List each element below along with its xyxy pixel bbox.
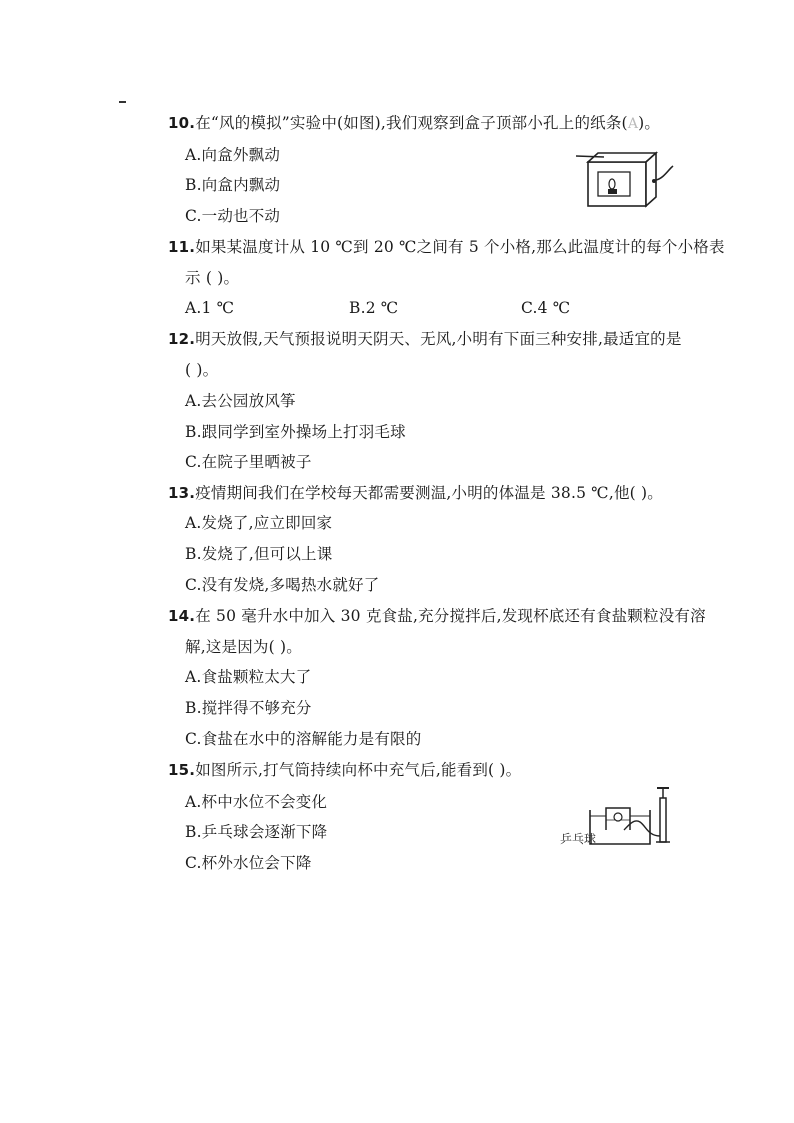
- question-11: [168, 236, 725, 258]
- option-c: C.一动也不动: [185, 207, 281, 225]
- option-b: B.2 ℃: [349, 299, 399, 317]
- question-text: 明天放假,天气预报说明天阴天、无风,小明有下面三种安排,最适宜的是: [195, 330, 682, 348]
- option-a: A.发烧了,应立即回家: [185, 514, 333, 532]
- question-number: 14.: [168, 607, 196, 625]
- wind-box-figure: [574, 148, 674, 210]
- ping-pong-label: 乒乓球: [560, 832, 597, 846]
- option-b: B.向盒内飘动: [185, 176, 281, 194]
- option-c: C.没有发烧,多喝热水就好了: [185, 576, 380, 594]
- option-b: B.搅拌得不够充分: [185, 699, 312, 717]
- scan-mark: [119, 101, 126, 103]
- question-text: 在 50 毫升水中加入 30 克食盐,充分搅拌后,发现杯底还有食盐颗粒没有溶: [195, 607, 706, 625]
- option-b: B.跟同学到室外操场上打羽毛球: [185, 423, 406, 441]
- question-number: 12.: [168, 330, 196, 348]
- option-a: A.杯中水位不会变化: [185, 793, 328, 811]
- question-15: [168, 759, 521, 781]
- option-b: B.乒乓球会逐渐下降: [185, 823, 328, 841]
- question-14-line2: 解,这是因为( )。: [185, 638, 302, 656]
- option-a: A.食盐颗粒太大了: [185, 668, 312, 686]
- question-number: 13.: [168, 484, 196, 502]
- question-number: 11.: [168, 238, 196, 256]
- question-14: [168, 605, 706, 627]
- question-tail: )。: [638, 114, 661, 132]
- option-c: C.杯外水位会下降: [185, 854, 312, 872]
- question-12-line2: ( )。: [185, 361, 219, 379]
- option-a: A.去公园放风筝: [185, 392, 296, 410]
- pump-cup-figure: [588, 786, 674, 848]
- question-10: [168, 112, 660, 135]
- option-c: C.食盐在水中的溶解能力是有限的: [185, 730, 422, 748]
- option-c: C.在院子里晒被子: [185, 453, 312, 471]
- question-11-line2: 示 ( )。: [185, 269, 240, 287]
- option-b: B.发烧了,但可以上课: [185, 545, 333, 563]
- question-text: 如图所示,打气筒持续向杯中充气后,能看到( )。: [195, 761, 522, 779]
- question-text: 在“风的模拟”实验中(如图),我们观察到盒子顶部小孔上的纸条(: [195, 114, 628, 132]
- option-a: A.1 ℃: [185, 299, 235, 317]
- question-13: [168, 482, 663, 504]
- question-text: 疫情期间我们在学校每天都需要测温,小明的体温是 38.5 ℃,他( )。: [195, 484, 663, 502]
- question-number: 10.: [168, 114, 196, 132]
- option-a: A.向盒外飘动: [185, 146, 281, 164]
- question-12: [168, 328, 682, 350]
- question-number: 15.: [168, 761, 196, 779]
- answer-mark: A: [627, 116, 639, 132]
- option-c: C.4 ℃: [521, 299, 571, 317]
- question-text: 如果某温度计从 10 ℃到 20 ℃之间有 5 个小格,那么此温度计的每个小格表: [195, 238, 725, 256]
